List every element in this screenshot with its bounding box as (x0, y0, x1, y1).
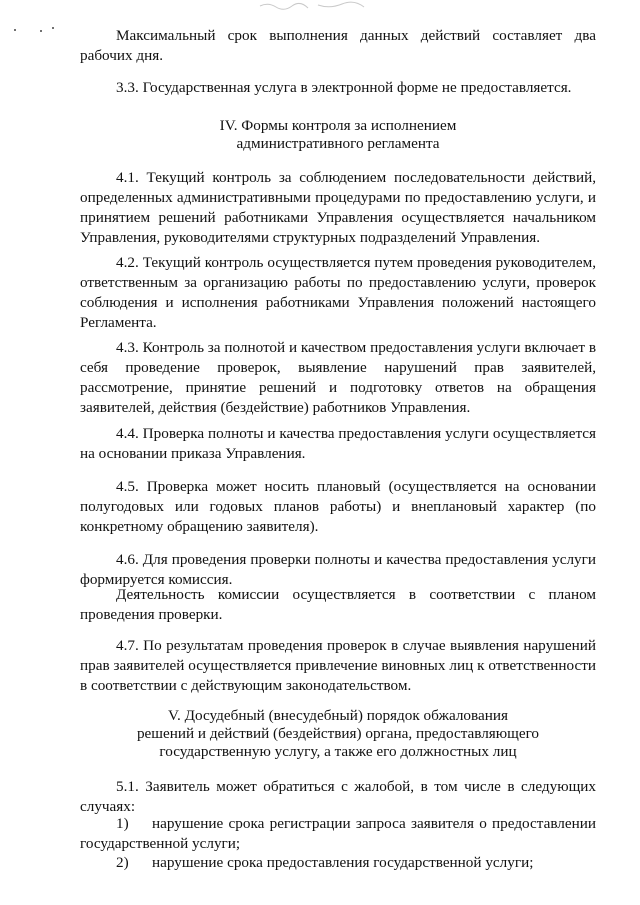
list-item-2 (80, 853, 596, 873)
paragraph-4-5: 4.5. Проверка может носить плановый (осуществляется на основании полугодовых или годовых планов работы) и внеплановый характер (по конкретному обращению заявителя). (80, 478, 596, 535)
paragraph-4-2: 4.2. Текущий контроль осуществляется путем проведения руководителем, ответственным за организацию работы по предоставлению услуги, проверок соблюдения и исполнения работниками Управления положений настоящего Регламента. (80, 254, 596, 331)
paragraph-4-4: 4.4. Проверка полноты и качества предоставления услуги осуществляется на основании приказа Управления. (80, 425, 596, 462)
paragraph-4-1: 4.1. Текущий контроль за соблюдением последовательности действий, определенных административными процедурами по предоставлению услуги, и принятием решений работниками Управления осуществляется начальником Управления, руководителями структурных подразделений Управления. (80, 169, 596, 246)
section-4-title-line2: административного регламента (236, 135, 440, 152)
list-item-2-number: 2) (116, 854, 129, 871)
list-item-1-text: нарушение срока регистрации запроса заявителя о предоставлении государственной услуги; (80, 815, 596, 852)
paragraph-4-7: 4.7. По результатам проведения проверок в случае выявления нарушений прав заявителей осуществляется привлечение виновных лиц к ответственности в соответствии с действующим законодательством. (80, 637, 596, 694)
scan-dot (14, 29, 16, 31)
scan-dot (52, 27, 54, 29)
paragraph-4-3: 4.3. Контроль за полнотой и качеством предоставления услуги включает в себя проведение проверок, выявление нарушений прав заявителей, рассмотрение, принятие решений и подготовку ответов на обращения заявителей, действия (бездействие) работников Управления. (80, 339, 596, 416)
paragraph-4-6: 4.6. Для проведения проверки полноты и качества предоставления услуги формируется комиссия. (80, 551, 596, 588)
paragraph-3-3: 3.3. Государственная услуга в электронной форме не предоставляется. (116, 79, 572, 96)
scan-artifact (258, 0, 368, 14)
list-item-2-text: нарушение срока предоставления государственной услуги; (152, 854, 534, 871)
scan-dot (40, 30, 42, 32)
list-item-1 (80, 814, 596, 854)
section-4-title-line1: IV. Формы контроля за исполнением (219, 117, 457, 134)
paragraph-max-term: Максимальный срок выполнения данных действий составляет два рабочих дня. (80, 27, 596, 64)
section-5-title-line2: решений и действий (бездействия) органа, предоставляющего (136, 725, 540, 742)
paragraph-4-6b: Деятельность комиссии осуществляется в соответствии с планом проведения проверки. (80, 586, 596, 623)
section-5-title-line1: V. Досудебный (внесудебный) порядок обжалования (168, 707, 508, 724)
section-5-title-line3: государственную услугу, а также его должностных лиц (159, 743, 517, 760)
list-item-1-number: 1) (116, 815, 129, 832)
paragraph-5-1: 5.1. Заявитель может обратиться с жалобой, в том числе в следующих случаях: (80, 778, 596, 815)
